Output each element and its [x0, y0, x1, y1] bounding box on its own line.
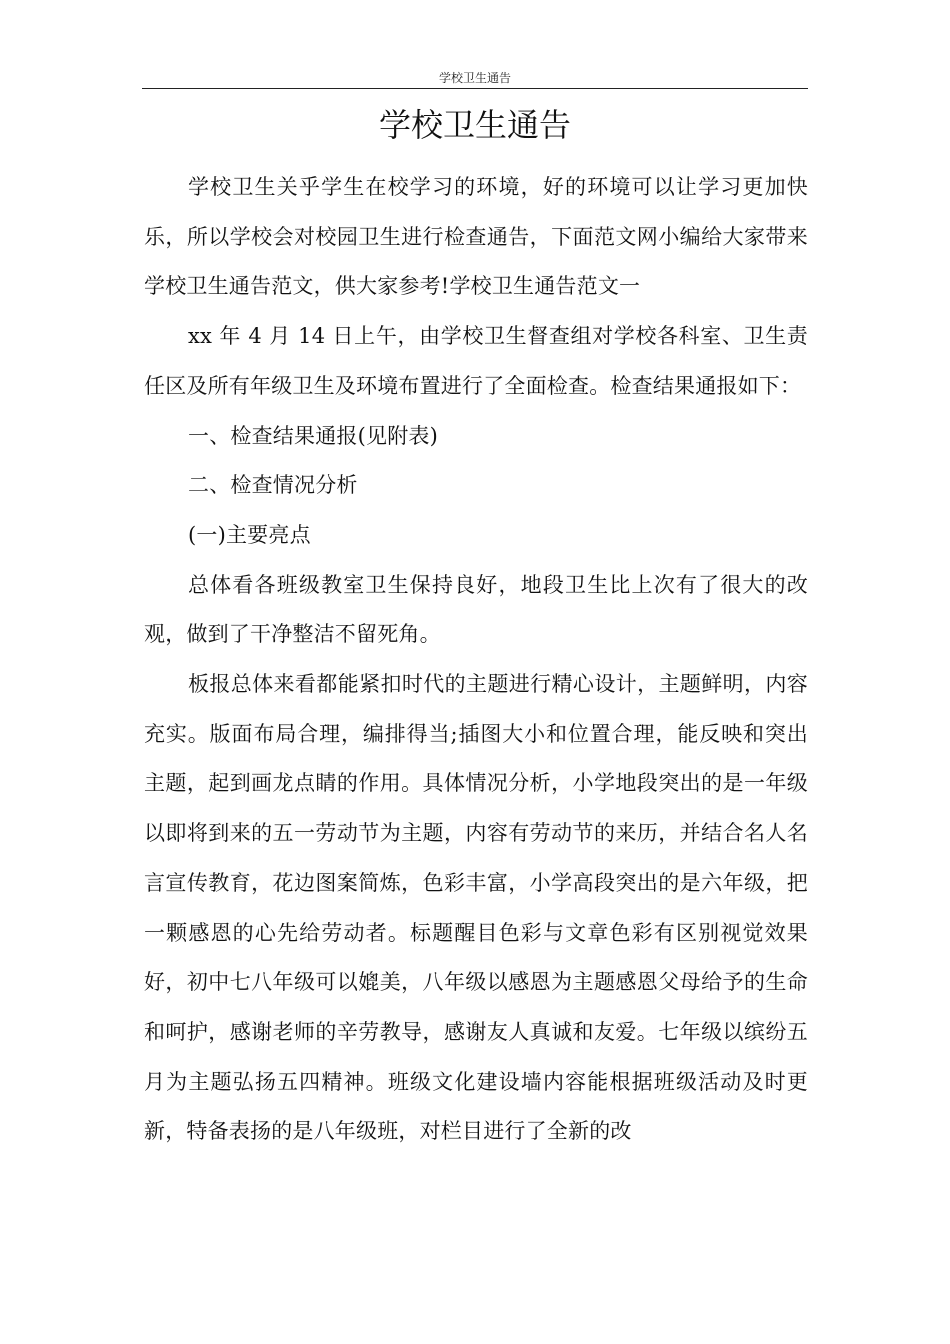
section-heading-results: 一、检查结果通报(见附表): [188, 423, 438, 448]
paragraph-inspection-date: xx 年 4 月 14 日上午，由学校卫生督查组对学校各科室、卫生责任区及所有年级卫生及环境布置进行了全面检查。检查结果通报如下：: [144, 324, 808, 398]
section-heading-analysis: 二、检查情况分析: [188, 473, 358, 498]
subsection-heading-highlights: (一)主要亮点: [188, 522, 311, 547]
document-title: 学校卫生通告: [378, 106, 571, 144]
running-header: 学校卫生通告: [438, 71, 511, 85]
document-body: [144, 163, 808, 1157]
header-divider: [142, 88, 808, 89]
paragraph-classroom-hygiene: 总体看各班级教室卫生保持良好，地段卫生比上次有了很大的改观，做到了干净整洁不留死角。: [144, 572, 808, 647]
paragraph-intro: 学校卫生关乎学生在校学习的环境，好的环境可以让学习更加快乐，所以学校会对校园卫生进行检查通告，下面范文网小编给大家带来学校卫生通告范文，供大家参考!学校卫生通告范文一: [144, 175, 808, 299]
paragraph-blackboard-analysis: 板报总体来看都能紧扣时代的主题进行精心设计，主题鲜明，内容充实。版面布局合理，编排得当;插图大小和位置合理，能反映和突出主题，起到画龙点睛的作用。具体情况分析，小学地段突出的是一年级以即将到来的五一劳动节为主题，内容有劳动节的来历，并结合名人名言宣传教育，花边图案简炼，色彩丰富，小学高段突出的是六年级，把一颗感恩的心先给劳动者。标题醒目色彩与文章色彩有区别视觉效果好，初中七八年级可以媲美，八年级以感恩为主题感恩父母给予的生命和呵护，感谢老师的辛劳教导，感谢友人真诚和友爱。七年级以缤纷五月为主题弘扬五四精神。班级文化建设墙内容能根据班级活动及时更新，特备表扬的是八年级班，对栏目进行了全新的改: [144, 672, 808, 1144]
